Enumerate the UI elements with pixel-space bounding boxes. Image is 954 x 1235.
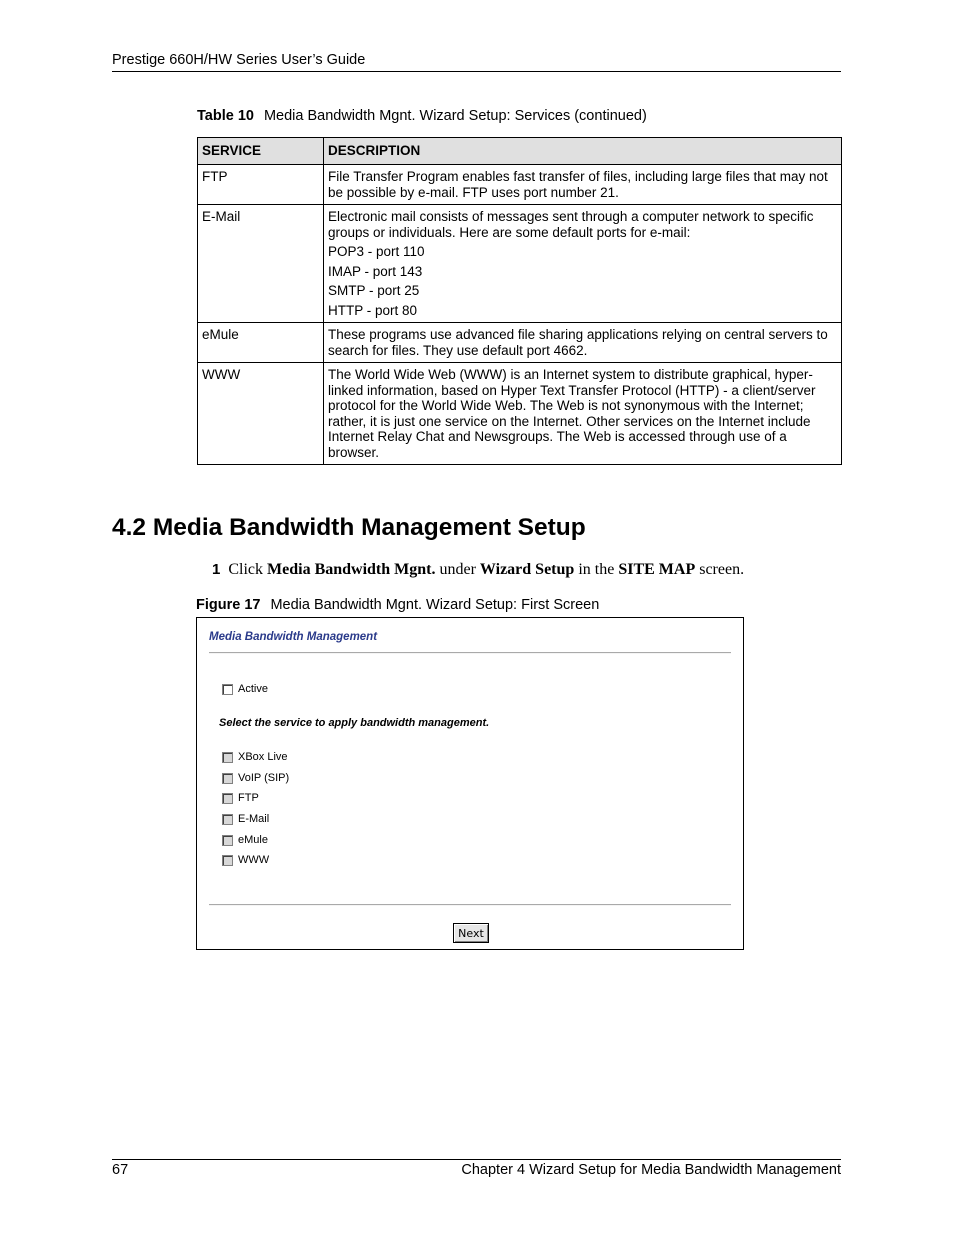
port-item: SMTP - port 25 [328,283,420,298]
port-item: POP3 - port 110 [328,244,425,259]
service-label: WWW [238,854,270,866]
port-item: IMAP - port 143 [328,263,423,279]
figure-caption [196,597,599,613]
step-term: SITE MAP [618,561,696,578]
service-option[interactable] [222,813,269,825]
table-caption-label: Table 10 [197,108,254,124]
service-option[interactable] [222,834,268,846]
active-option[interactable] [222,683,268,695]
service-label: E-Mail [238,813,270,825]
running-header: Prestige 660H/HW Series User’s Guide [112,52,366,68]
service-checkbox[interactable] [222,835,233,846]
service-cell: E-Mail [198,205,324,323]
service-label: FTP [238,792,259,804]
table-row [198,363,842,465]
column-header-service: SERVICE [198,138,324,165]
section-title: 4.2 Media Bandwidth Management Setup [112,514,586,541]
step-instruction [212,561,744,579]
page-number: 67 [112,1162,129,1178]
screen-top-divider [209,652,731,654]
step-text: in the [574,561,619,578]
service-option[interactable] [222,772,289,784]
service-cell: FTP [198,165,324,205]
service-checkbox[interactable] [222,773,233,784]
step-text: Click [228,561,268,578]
figure-caption-label: Figure 17 [196,597,261,613]
services-table [197,137,842,465]
description-text: These programs use advanced file sharing applications relying on central servers to search for files. They use default port 4662. [328,327,828,358]
service-checkbox[interactable] [222,855,233,866]
description-cell [324,323,842,363]
table-caption [197,108,647,124]
step-text: under [435,561,480,578]
service-option[interactable] [222,792,259,804]
screenshot-frame [196,617,744,950]
table-caption-text: Media Bandwidth Mgnt. Wizard Setup: Services (continued) [263,108,647,124]
active-label: Active [238,683,268,695]
description-text: Electronic mail consists of messages sent through a computer network to specific groups or individuals. Here are some default ports for e-mail: [328,209,814,240]
screen-title: Media Bandwidth Management [209,631,378,643]
chapter-footer: Chapter 4 Wizard Setup for Media Bandwidth Management [461,1162,841,1178]
service-label: XBox Live [238,751,288,763]
description-text: File Transfer Program enables fast transfer of files, including large files that may not be possible by e-mail. FTP uses port number 21. [328,169,828,200]
table-row [198,165,842,205]
step-term: Wizard Setup [479,561,575,578]
service-label: eMule [238,834,268,846]
service-option[interactable] [222,854,269,866]
service-instruction: Select the service to apply bandwidth management. [219,717,490,729]
description-text: The World Wide Web (WWW) is an Internet system to distribute graphical, hyper-linked information, based on Hyper Text Transfer Protocol (HTTP) - a client/server protocol for the World Wide Web. The Web is not synonymous with the Internet; rather, it is just one service on the Internet. Other services on the Internet include Internet Relay Chat and Newsgroups. The Web is accessed through use of a browser. [328,367,816,460]
step-number: 1 [212,561,221,578]
active-checkbox[interactable] [222,684,233,695]
table-row [198,323,842,363]
description-cell [324,205,842,323]
column-header-description: DESCRIPTION [324,138,842,165]
header-rule [112,71,841,72]
table-row [198,205,842,323]
service-option[interactable] [222,751,288,763]
step-term: Media Bandwidth Mgnt. [267,561,436,578]
description-cell [324,363,842,465]
service-label: VoIP (SIP) [238,772,290,784]
footer-rule [112,1159,841,1160]
step-text: screen. [695,561,745,578]
next-button[interactable]: Next [453,923,489,943]
screen-bottom-divider [209,904,731,906]
service-checkbox[interactable] [222,814,233,825]
port-item: HTTP - port 80 [328,302,418,318]
table-header-row [198,138,842,165]
figure-caption-text: Media Bandwidth Mgnt. Wizard Setup: First Screen [270,597,600,613]
description-cell [324,165,842,205]
service-checkbox[interactable] [222,793,233,804]
service-cell: WWW [198,363,324,465]
service-cell: eMule [198,323,324,363]
service-checkbox[interactable] [222,752,233,763]
